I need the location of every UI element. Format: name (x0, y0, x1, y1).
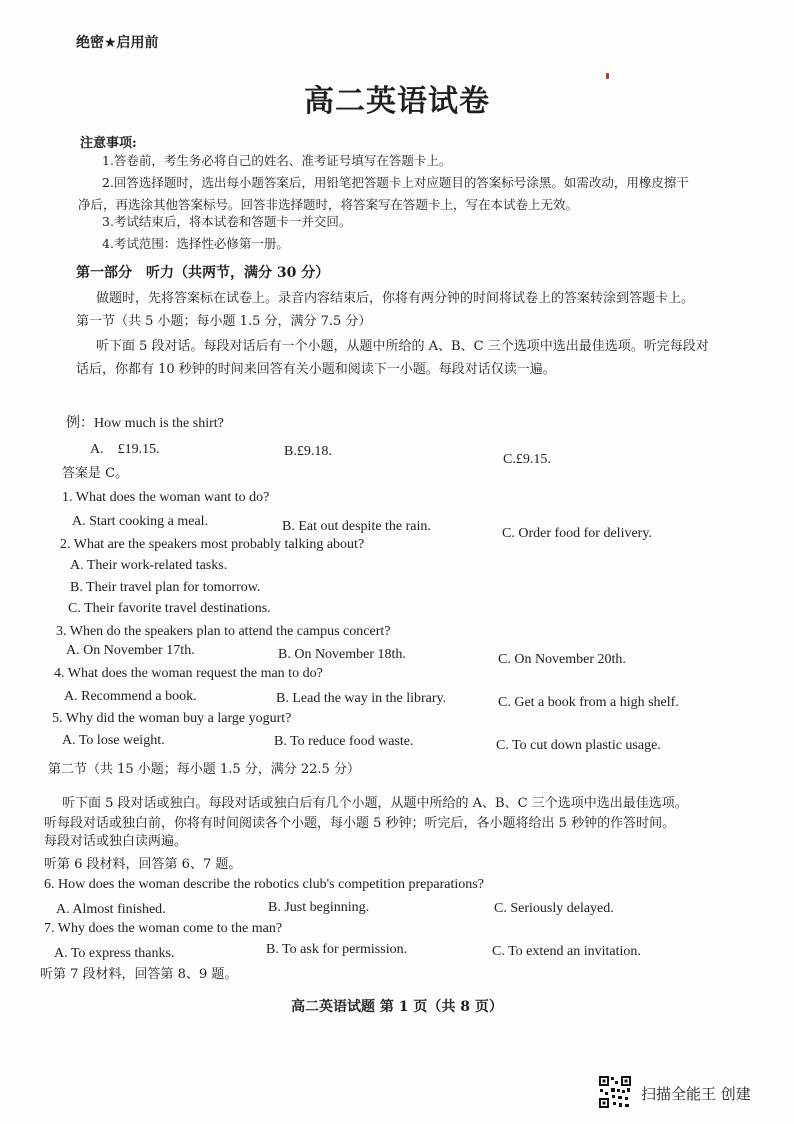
question-option-c: C. Order food for delivery. (502, 526, 652, 541)
question-option-a: A. To express thanks. (54, 946, 175, 961)
scanner-watermark: 扫描全能王 创建 (641, 1085, 751, 1103)
note-item: 4.考试范围：选择性必修第一册。 (102, 236, 289, 251)
question-stem: 7. Why does the woman come to the man? (44, 921, 283, 936)
question-stem: 3. When do the speakers plan to attend the campus concert? (56, 624, 391, 639)
question-option-b: B. Lead the way in the library. (276, 691, 447, 706)
question-stem: 4. What does the woman request the man to do? (54, 666, 323, 681)
question-option-c: C. Their favorite travel destinations. (68, 601, 271, 616)
example-option-b: B.£9.18. (284, 444, 332, 459)
example-option-c: C.£9.15. (503, 452, 551, 467)
notes-heading: 注意事项: (80, 136, 137, 151)
question-option-a: A. Almost finished. (56, 902, 166, 917)
qr-code-icon (598, 1075, 632, 1109)
question-option-a: A. Recommend a book. (64, 689, 197, 704)
question-stem: 5. Why did the woman buy a large yogurt? (52, 711, 292, 726)
note-item: 3.考试结束后，将本试卷和答题卡一并交回。 (102, 214, 352, 229)
question-option-c: C. Seriously delayed. (494, 901, 614, 916)
question-option-b: B. Just beginning. (268, 900, 370, 915)
question-option-c: C. To cut down plastic usage. (496, 738, 661, 753)
question-option-c: C. To extend an invitation. (492, 944, 641, 959)
question-option-a: A. To lose weight. (62, 733, 165, 748)
material-6-instruction: 听第 6 段材料，回答第 6、7 题。 (44, 857, 242, 872)
section2-heading: 第二节（共 15 小题；每小题 1.5 分，满分 22.5 分） (48, 762, 360, 777)
note-item: 2.回答选择题时，选出每小题答案后，用铅笔把答题卡上对应题目的答案标号涂黑。如需改动，用橡皮擦干 (102, 175, 689, 190)
exam-title: 高二英语试卷 (304, 84, 490, 119)
page-footer: 高二英语试题 第 1 页（共 8 页） (291, 999, 503, 1015)
part1-intro: 做题时，先将答案标在试卷上。录音内容结束后，你将有两分钟的时间将试卷上的答案转涂到答题卡上。 (96, 291, 695, 306)
question-option-b: B. Eat out despite the rain. (282, 519, 431, 534)
question-option-b: B. To reduce food waste. (274, 734, 414, 749)
section2-intro-cont: 每段对话或独白读两遍。 (44, 834, 188, 849)
red-ink-mark (606, 73, 609, 79)
material-7-instruction: 听第 7 段材料，回答第 8、9 题。 (40, 967, 238, 982)
confidential-label: 绝密★启用前 (76, 35, 159, 51)
section2-intro: 听下面 5 段对话或独白。每段对话或独白后有几个小题，从题中所给的 A、B、C 三个选项中选出最佳选项。 (62, 796, 688, 811)
question-option-a: A. On November 17th. (66, 643, 195, 658)
note-item: 1.答卷前，考生务必将自己的姓名、准考证号填写在答题卡上。 (102, 153, 452, 168)
question-stem: 6. How does the woman describe the robotics club's competition preparations? (44, 877, 484, 892)
question-stem: 2. What are the speakers most probably talking about? (60, 537, 365, 552)
question-option-a: A. Their work-related tasks. (70, 558, 228, 573)
section1-heading: 第一节（共 5 小题；每小题 1.5 分，满分 7.5 分） (76, 314, 372, 329)
question-option-a: A. Start cooking a meal. (72, 514, 209, 529)
section2-intro-cont: 听每段对话或独白前，你将有时间阅读各个小题，每小题 5 秒钟；听完后，各小题将给出 5 秒钟的作答时间。 (44, 816, 676, 831)
question-option-c: C. Get a book from a high shelf. (498, 695, 679, 710)
question-option-c: C. On November 20th. (498, 652, 626, 667)
question-option-b: B. To ask for permission. (266, 942, 408, 957)
example-option-a: A. £19.15. (90, 442, 160, 457)
question-option-b: B. On November 18th. (278, 647, 406, 662)
example-answer: 答案是 C。 (62, 466, 129, 481)
question-option-b: B. Their travel plan for tomorrow. (70, 580, 261, 595)
section1-intro-cont: 话后，你都有 10 秒钟的时间来回答有关小题和阅读下一小题。每段对话仅读一遍。 (76, 362, 556, 377)
question-stem: 1. What does the woman want to do? (62, 490, 270, 505)
section1-intro: 听下面 5 段对话。每段对话后有一个小题，从题中所给的 A、B、C 三个选项中选出最佳选项。听完每段对 (96, 339, 709, 354)
example-question: 例：How much is the shirt? (66, 416, 224, 431)
part1-heading: 第一部分 听力（共两节，满分 30 分） (76, 265, 330, 281)
note-item: 净后，再选涂其他答案标号。回答非选择题时，将答案写在答题卡上，写在本试卷上无效。 (78, 197, 579, 212)
